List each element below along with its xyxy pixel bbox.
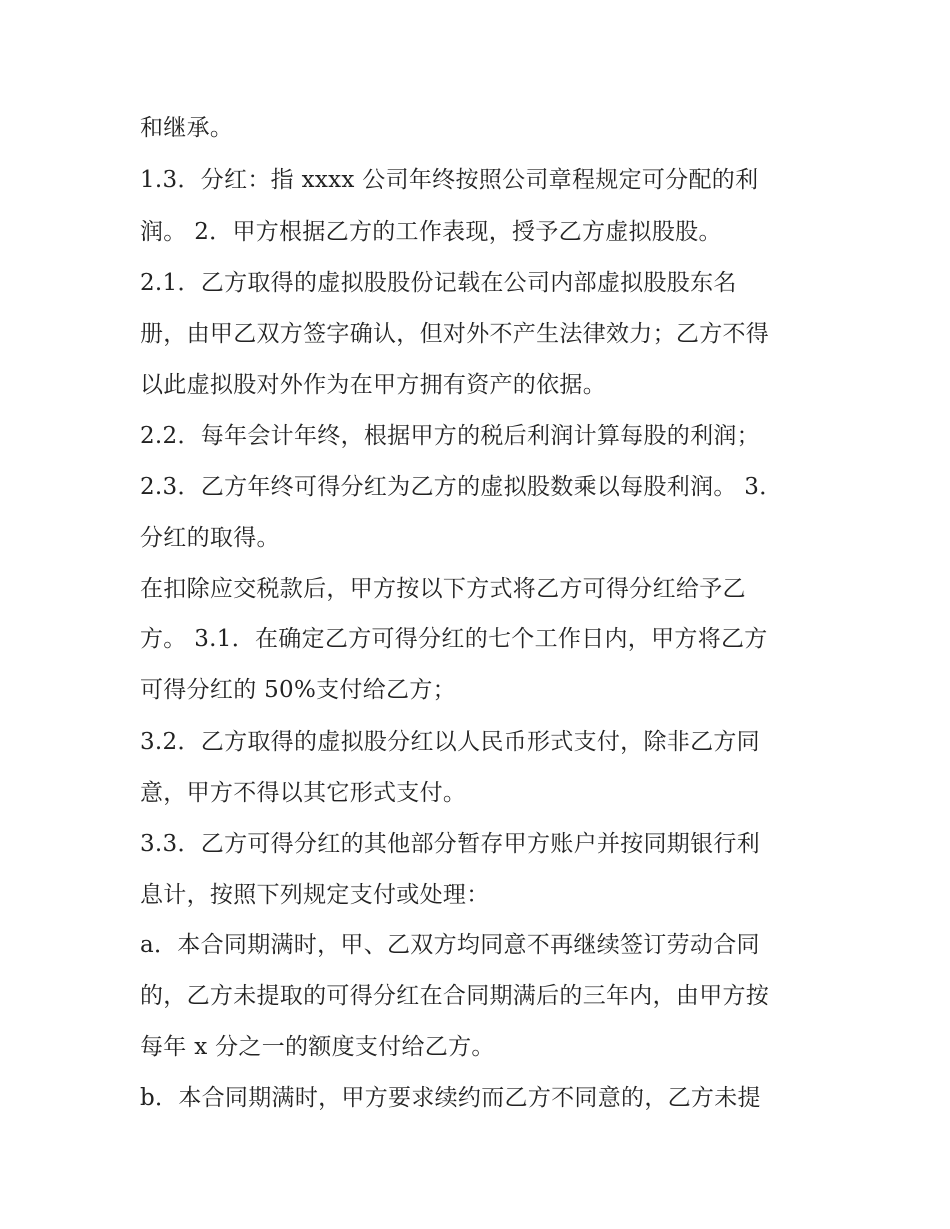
text-line: 方。 3.1．在确定乙方可得分红的七个工作日内，甲方将乙方 <box>140 626 768 652</box>
text-line: 分红的取得。 <box>140 525 280 551</box>
text-line: 1.3．分红：指 xxxx 公司年终按照公司章程规定可分配的利 <box>140 167 759 193</box>
text-line: 册，由甲乙双方签字确认，但对外不产生法律效力；乙方不得 <box>140 321 770 347</box>
text-line: 以此虚拟股对外作为在甲方拥有资产的依据。 <box>140 372 606 398</box>
text-line: 息计，按照下列规定支付或处理： <box>140 882 490 908</box>
text-line: 每年 x 分之一的额度支付给乙方。 <box>140 1034 495 1060</box>
text-line: 2.1．乙方取得的虚拟股股份记载在公司内部虚拟股股东名 <box>140 270 737 296</box>
text-line: 和继承。 <box>140 115 234 141</box>
text-line: 可得分红的 50%支付给乙方； <box>140 677 456 703</box>
text-line: a．本合同期满时，甲、乙双方均同意不再继续签订劳动合同 <box>140 932 760 958</box>
text-line: 3.2．乙方取得的虚拟股分红以人民币形式支付，除非乙方同 <box>140 729 760 755</box>
text-line: 意，甲方不得以其它形式支付。 <box>140 780 467 806</box>
text-line: 润。 2．甲方根据乙方的工作表现，授予乙方虚拟股股。 <box>140 219 722 245</box>
text-line: 2.2．每年会计年终，根据甲方的税后利润计算每股的利润； <box>140 423 760 449</box>
text-line: 的，乙方未提取的可得分红在合同期满后的三年内，由甲方按 <box>140 983 770 1009</box>
text-line: 2.3．乙方年终可得分红为乙方的虚拟股数乘以每股利润。 3． <box>140 474 783 500</box>
text-line: 3.3．乙方可得分红的其他部分暂存甲方账户并按同期银行利 <box>140 831 760 857</box>
text-line: 在扣除应交税款后，甲方按以下方式将乙方可得分红给予乙 <box>140 576 746 602</box>
text-line: b．本合同期满时，甲方要求续约而乙方不同意的，乙方未提 <box>140 1085 761 1111</box>
